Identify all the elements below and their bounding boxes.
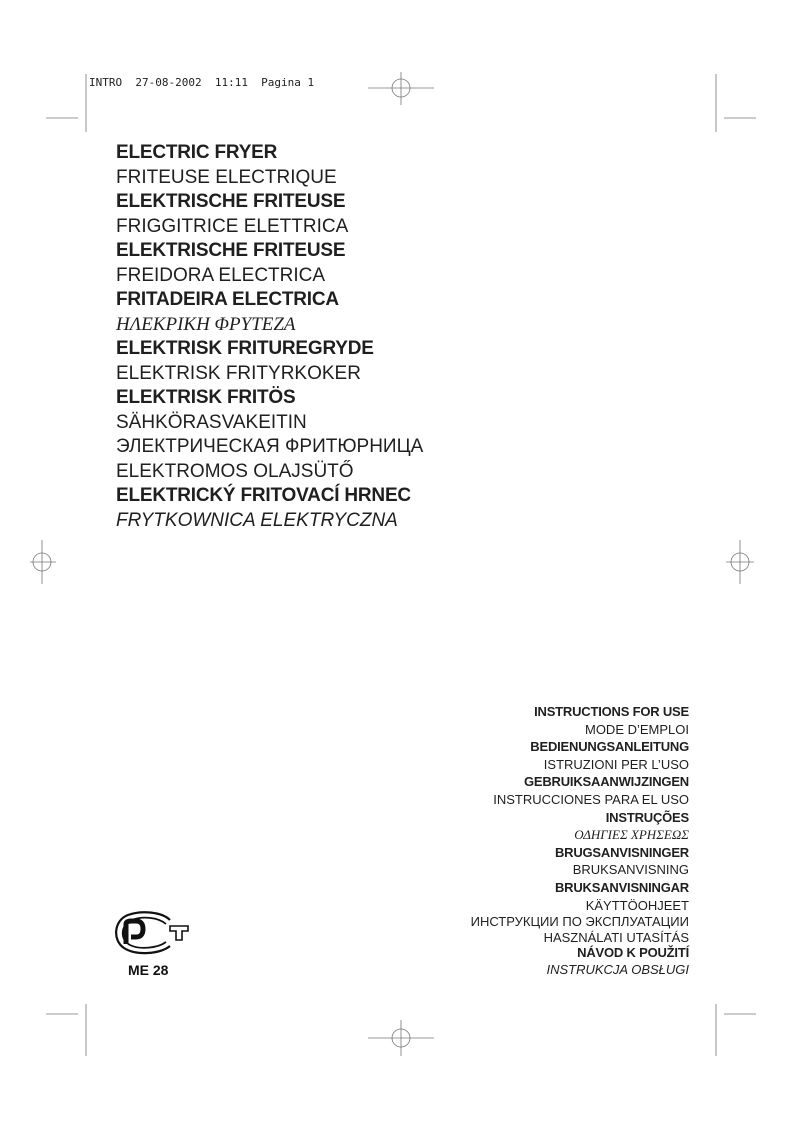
title-it: FRIGGITRICE ELETTRICA	[116, 215, 349, 237]
title-cs: ELEKTRICKÝ FRITOVACÍ HRNEC	[116, 485, 411, 506]
title-el: ΗΛΕΚΡΙΚΗ ΦΡΥΤΕΖΑ	[116, 313, 296, 335]
title-fi: SÄHKÖRASVAKEITIN	[116, 411, 307, 433]
title-sv: ELEKTRISK FRITÖS	[116, 387, 296, 408]
logo-code: ME 28	[128, 962, 169, 978]
title-pl: FRYTKOWNICA ELEKTRYCZNA	[116, 509, 398, 531]
title-en: ELECTRIC FRYER	[116, 142, 278, 163]
title-no: ELEKTRISK FRITYRKOKER	[116, 362, 361, 384]
print-slug: INTRO 27-08-2002 11:11 Pagina 1	[89, 76, 315, 89]
instr-de: BEDIENUNGSANLEITUNG	[530, 739, 689, 755]
instr-cs: NÁVOD K POUŽITÍ	[577, 945, 689, 961]
instr-no: BRUKSANVISNING	[572, 862, 689, 878]
instr-el: ΟΔΗΓΙΕΣ ΧΡΗΣΕΩΣ	[574, 827, 689, 843]
title-nl: ELEKTRISCHE FRITEUSE	[116, 240, 346, 261]
title-es: FREIDORA ELECTRICA	[116, 264, 326, 286]
instr-nl: GEBRUIKSAANWIJZINGEN	[523, 774, 689, 790]
pct-certification-logo	[112, 910, 192, 962]
title-ru: ЭЛЕКТРИЧЕСКАЯ ФРИТЮРНИЦА	[116, 436, 424, 457]
instr-pt: INSTRUÇÕES	[605, 809, 689, 825]
instr-it: ISTRUZIONI PER L’USO	[543, 756, 689, 772]
instr-fr: MODE D’EMPLOI	[584, 721, 689, 737]
instr-es: INSTRUCCIONES PARA EL USO	[493, 791, 689, 807]
instr-sv: BRUKSANVISNINGAR	[554, 879, 689, 895]
instr-hu: HASZNÁLATI UTASÍTÁS	[543, 929, 689, 945]
instr-en: INSTRUCTIONS FOR USE	[534, 704, 689, 719]
title-da: ELEKTRISK FRITUREGRYDE	[116, 338, 374, 359]
title-hu: ELEKTROMOS OLAJSÜTŐ	[116, 460, 354, 482]
instr-pl: INSTRUKCJA OBSŁUGI	[546, 961, 689, 977]
instructions-list	[471, 703, 689, 978]
title-fr: FRITEUSE ELECTRIQUE	[116, 166, 337, 188]
instr-ru: ИНСТРУКЦИИ ПО ЭКСПЛУАТАЦИИ	[470, 914, 689, 930]
product-title-list	[116, 141, 423, 533]
title-pt: FRITADEIRA ELECTRICA	[116, 289, 339, 310]
title-de: ELEKTRISCHE FRITEUSE	[116, 191, 346, 212]
instr-da: BRUGSANVISNINGER	[554, 844, 689, 860]
instr-fi: KÄYTTÖOHJEET	[585, 897, 689, 913]
